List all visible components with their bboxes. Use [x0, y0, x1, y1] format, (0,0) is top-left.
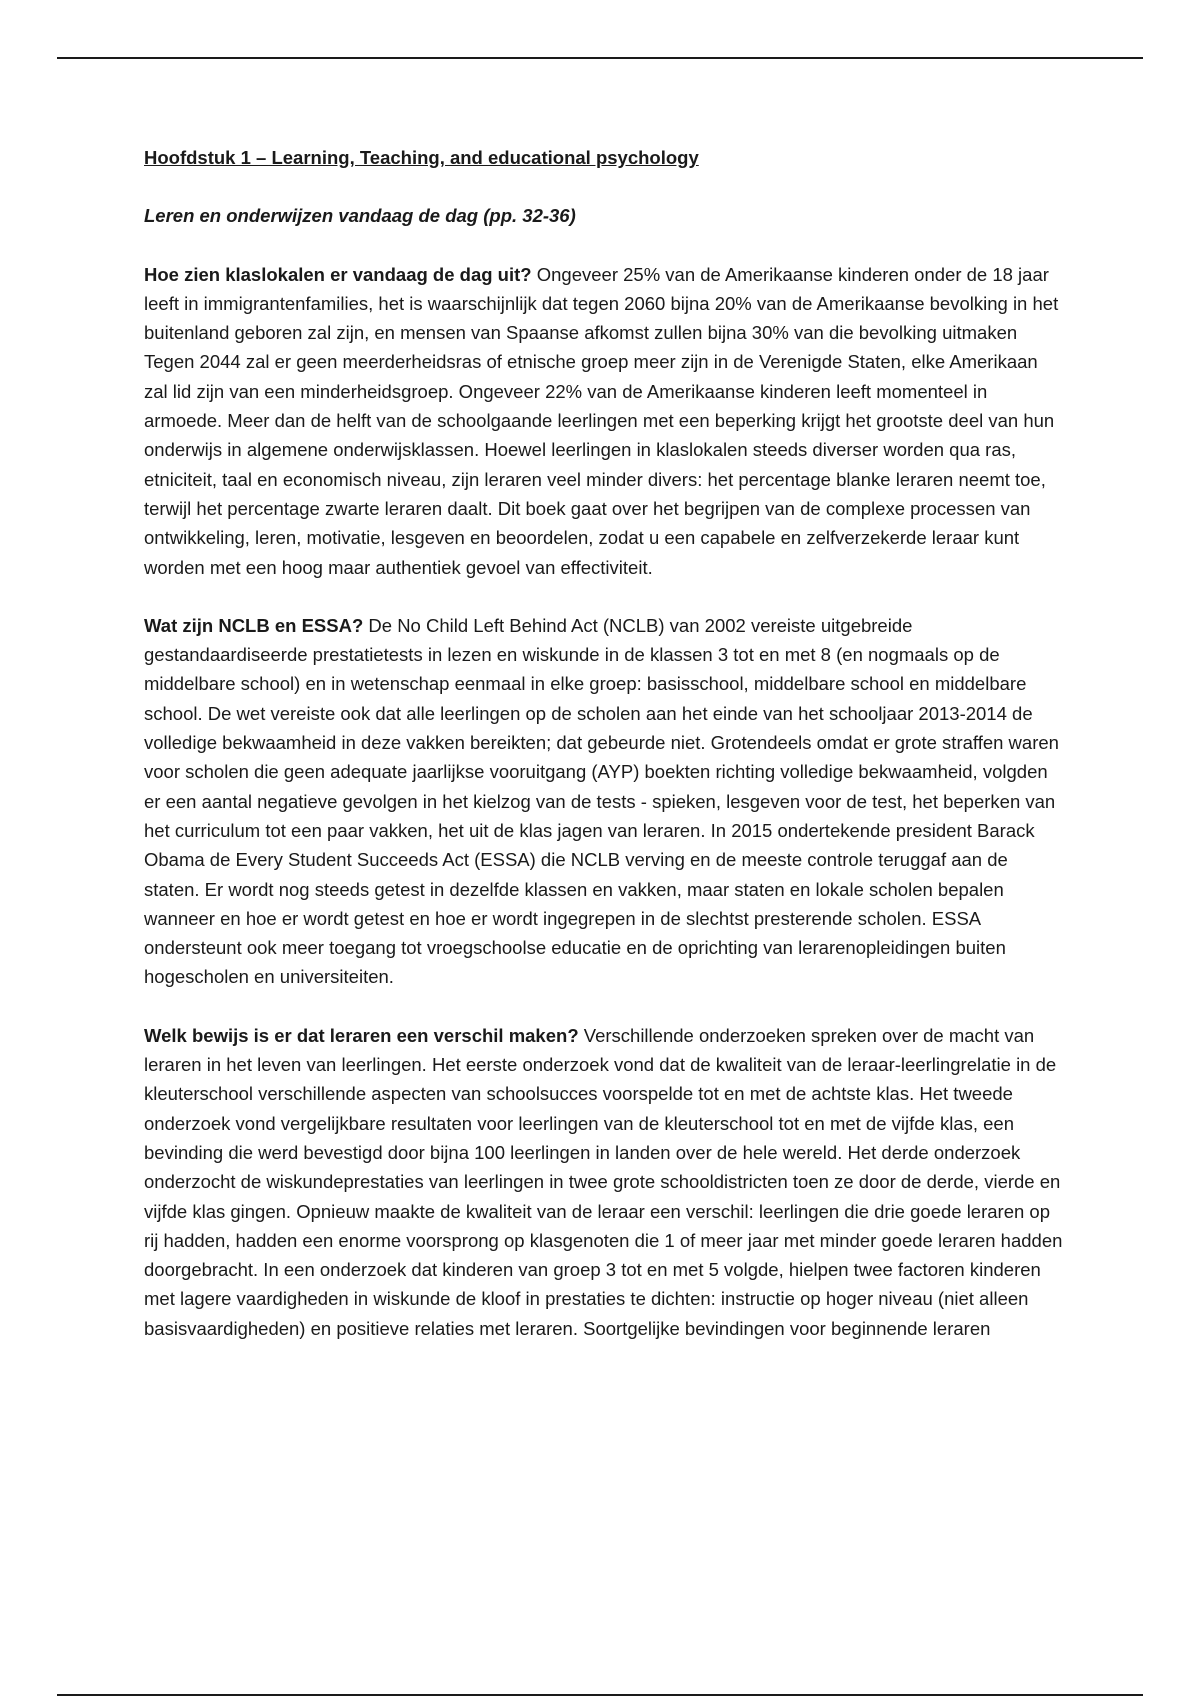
- paragraph-classrooms: [144, 260, 1064, 582]
- paragraph-lead: Wat zijn NCLB en ESSA?: [144, 614, 364, 636]
- paragraph-nclb-essa: [144, 611, 1064, 992]
- header-rule: [57, 57, 1143, 59]
- paragraph-lead: Hoe zien klaslokalen er vandaag de dag uit?: [144, 263, 532, 285]
- footer-rule: [57, 1694, 1143, 1696]
- paragraph-lead: Welk bewijs is er dat leraren een verschil maken?: [144, 1024, 579, 1046]
- paragraph-text: Ongeveer 25% van de Amerikaanse kinderen onder de 18 jaar leeft in immigrantenfamilies, het is waarschijnlijk dat tegen 2060 bijna 20% van de Amerikaanse bevolking in het buitenland geboren zal zijn, en mensen van Spaanse afkomst zullen bijna 30% van die bevolking uitmaken Tegen 2044 zal er geen meerderheidsras of etnische groep meer zijn in de Verenigde Staten, elke Amerikaan zal lid zijn van een minderheidsgroep. Ongeveer 22% van de Amerikaanse kinderen leeft momenteel in armoede. Meer dan de helft van de schoolgaande leerlingen met een beperking krijgt het grootste deel van hun onderwijs in algemene onderwijsklassen. Hoewel leerlingen in klaslokalen steeds diverser worden qua ras, etniciteit, taal en economisch niveau, zijn leraren veel minder divers: het percentage blanke leraren neemt toe, terwijl het percentage zwarte leraren daalt. Dit boek gaat over het begrijpen van de complexe processen van ontwikkeling, leren, motivatie, lesgeven en beoordelen, zodat u een capabele en zelfverzekerde leraar kunt worden met een hoog maar authentiek gevoel van effectiviteit.: [144, 263, 1059, 578]
- paragraph-text: Verschillende onderzoeken spreken over de macht van leraren in het leven van leerlingen. Het eerste onderzoek vond dat de kwaliteit van de leraar-leerlingrelatie in de kleuterschool verschillende aspecten van schoolsucces voorspelde tot en met de achtste klas. Het tweede onderzoek vond vergelijkbare resultaten voor leerlingen van de kleuterschool tot en met de vijfde klas, een bevinding die werd bevestigd door bijna 100 leerlingen in landen over de hele wereld. Het derde onderzoek onderzocht de wiskundeprestaties van leerlingen in twee grote schooldistricten toen ze door de derde, vierde en vijfde klas gingen. Opnieuw maakte de kwaliteit van de leraar een verschil: leerlingen die drie goede leraren op rij hadden, hadden een enorme voorsprong op klasgenoten die 1 of meer jaar met minder goede leraren hadden doorgebracht. In een onderzoek dat kinderen van groep 3 tot en met 5 volgde, hielpen twee factoren kinderen met lagere vaardigheden in wiskunde de kloof in prestaties te dichten: instructie op hoger niveau (niet alleen basisvaardigheden) en positieve relaties met leraren. Soortgelijke bevindingen voor beginnende leraren: [144, 1024, 1063, 1339]
- document-body: [144, 143, 1064, 1343]
- section-title: Leren en onderwijzen vandaag de dag (pp. 32-36): [144, 205, 576, 227]
- chapter-title: Hoofdstuk 1 – Learning, Teaching, and educational psychology: [144, 147, 699, 168]
- paragraph-teacher-evidence: [144, 1021, 1064, 1343]
- paragraph-text: De No Child Left Behind Act (NCLB) van 2002 vereiste uitgebreide gestandaardiseerde prestatietests in lezen en wiskunde in de klassen 3 tot en met 8 (en nogmaals op de middelbare school) en in wetenschap eenmaal in elke groep: basisschool, middelbare school en middelbare school. De wet vereiste ook dat alle leerlingen op de scholen aan het einde van het schooljaar 2013-2014 de volledige bekwaamheid in deze vakken bereikten; dat gebeurde niet. Grotendeels omdat er grote straffen waren voor scholen die geen adequate jaarlijkse vooruitgang (AYP) boekten richting volledige bekwaamheid, volgden er een aantal negatieve gevolgen in het kielzog van de tests - spieken, lesgeven voor de test, het beperken van het curriculum tot een paar vakken, het uit de klas jagen van leraren. In 2015 ondertekende president Barack Obama de Every Student Succeeds Act (ESSA) die NCLB verving en de meeste controle teruggaf aan de staten. Er wordt nog steeds getest in dezelfde klassen en vakken, maar staten en lokale scholen bepalen wanneer en hoe er wordt getest en hoe er wordt ingegrepen in de slechtst presterende scholen. ESSA ondersteunt ook meer toegang tot vroegschoolse educatie en de oprichting van lerarenopleidingen buiten hogescholen en universiteiten.: [144, 614, 1059, 988]
